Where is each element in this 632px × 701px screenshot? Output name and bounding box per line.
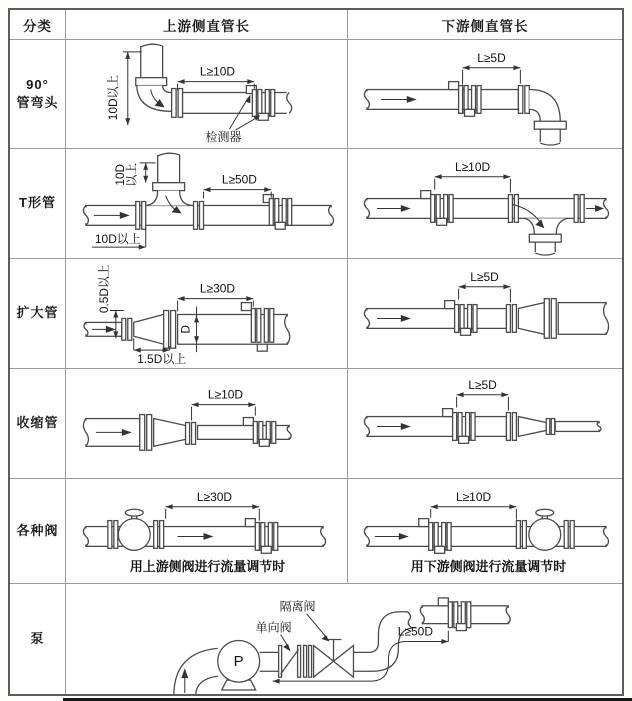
category-elbow-line2: 管弯头: [16, 95, 59, 110]
cell-valves-upstream: [66, 479, 348, 584]
cell-elbow-upstream: [66, 40, 348, 149]
category-reducer: [10, 369, 66, 479]
elbow-upstream-diagram: [66, 40, 347, 148]
cell-elbow-downstream: [348, 40, 622, 149]
category-tee-label: T形管: [19, 195, 56, 211]
bottom-dim-label: 10D以上: [94, 232, 141, 247]
cell-pump: [66, 584, 622, 694]
cell-tee-upstream: [66, 149, 348, 259]
category-expander: [10, 259, 66, 369]
valves-upstream-diagram: [66, 479, 347, 583]
reducer-upstream-diagram: [66, 369, 347, 478]
header-category-label: 分类: [23, 18, 52, 34]
valves-downstream-diagram: [349, 479, 622, 583]
downstream-valve-caption: 用下游侧阀进行流量调节时: [410, 559, 566, 575]
vertical-dim-label-line2: 以上: [124, 162, 139, 187]
category-expander-label: 扩大管: [16, 305, 59, 321]
cell-expander-downstream: [348, 259, 622, 369]
header-downstream: [348, 10, 622, 40]
detector-label: 检测器: [205, 130, 242, 145]
dim-label: L≥50D: [221, 172, 257, 187]
category-tee: [10, 149, 66, 259]
cell-reducer-downstream: [348, 369, 622, 479]
category-pump-label: 泵: [30, 630, 45, 646]
cell-expander-upstream: [66, 259, 348, 369]
tee-downstream-diagram: [349, 149, 622, 258]
pump-letter: P: [233, 653, 244, 670]
category-elbow-line1: 90°: [26, 76, 49, 92]
pump-diagram: [67, 585, 622, 694]
category-valves: [10, 479, 66, 584]
header-upstream-label: 上游侧直管长: [163, 18, 250, 34]
vertical-dim-label-line1: 10D: [112, 163, 127, 186]
category-pump: [10, 584, 66, 694]
cell-tee-downstream: [348, 149, 622, 259]
tee-upstream-diagram: [66, 149, 347, 258]
check-valve-label: 单向阀: [255, 620, 292, 635]
upstream-valve-caption: 用上游侧阀进行流量调节时: [129, 559, 286, 575]
header-category: [10, 10, 66, 40]
dim-label: L≥5D: [476, 50, 506, 65]
elbow-downstream-diagram: [349, 40, 622, 148]
isolation-valve-label: 隔离阀: [279, 599, 316, 614]
reducer-downstream-diagram: [349, 369, 622, 478]
category-reducer-label: 收缩管: [16, 415, 59, 431]
category-valves-label: 各种阀: [16, 522, 59, 538]
header-downstream-label: 下游侧直管长: [441, 18, 529, 34]
cell-valves-downstream: [348, 479, 622, 584]
dim-label: L≥10D: [454, 159, 490, 174]
dim-label: L≥30D: [196, 489, 233, 504]
diameter-label: D: [178, 325, 193, 334]
dim-label: L≥10D: [455, 489, 491, 504]
category-elbow: [10, 40, 66, 149]
cell-reducer-upstream: [66, 369, 348, 479]
dim-label: L≥10D: [207, 387, 243, 402]
dim-label: L≥50D: [397, 624, 433, 639]
vertical-dim-label: 0.5D以上: [96, 264, 111, 314]
expander-upstream-diagram: [66, 259, 347, 368]
dim-label: L≥10D: [199, 64, 236, 79]
dim-label: L≥5D: [469, 269, 499, 284]
header-upstream: [66, 10, 348, 40]
bottom-dim-label: 1.5D以上: [137, 352, 187, 367]
expander-downstream-diagram: [349, 259, 622, 368]
dim-label: L≥30D: [199, 281, 236, 296]
dim-label: L≥5D: [467, 377, 497, 392]
vertical-dim-label: 10D以上: [105, 74, 120, 121]
straight-pipe-length-table: [8, 8, 624, 696]
